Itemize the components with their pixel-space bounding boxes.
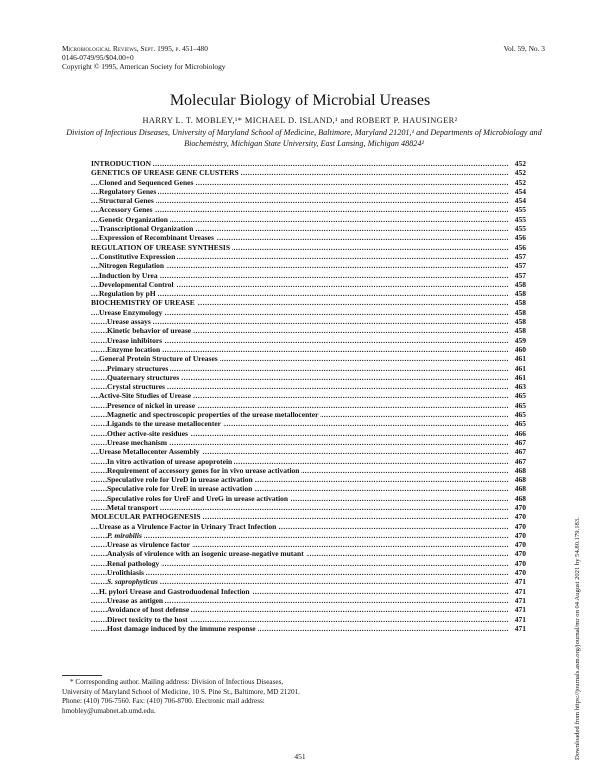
toc-entry-label: Urease assays xyxy=(107,317,151,327)
toc-entry xyxy=(91,596,526,605)
toc-entry-label: Ligands to the urease metallocenter xyxy=(107,419,222,429)
toc-entry xyxy=(91,243,526,252)
toc-entry-page: 452 xyxy=(514,159,526,168)
toc-entry xyxy=(91,466,526,475)
toc-entry-page: 471 xyxy=(514,623,526,633)
toc-entry-label: Magnetic and spectroscopic properties of the urease metallocenter xyxy=(107,410,319,420)
toc-entry xyxy=(91,410,526,419)
toc-entry xyxy=(91,484,526,493)
toc-entry-label: S. saprophyticus xyxy=(107,577,158,587)
toc-entry xyxy=(91,475,526,484)
toc-entry-page: 470 xyxy=(514,530,526,540)
toc-entry-page: 461 xyxy=(514,363,526,373)
toc-entry xyxy=(91,587,526,596)
toc-entry-label: Nitrogen Regulation xyxy=(99,261,165,271)
toc-entry-page: 458 xyxy=(514,279,526,289)
toc-entry-label: INTRODUCTION xyxy=(91,159,152,168)
footnote-divider xyxy=(62,675,102,676)
toc-entry-page: 465 xyxy=(514,400,526,410)
toc-entry-page: 461 xyxy=(514,354,526,364)
toc-entry-page: 470 xyxy=(514,512,526,522)
toc-entry-page: 470 xyxy=(514,549,526,559)
toc-entry-page: 468 xyxy=(514,465,526,475)
toc-entry-page: 471 xyxy=(514,595,526,605)
toc-entry-label: Cloned and Sequenced Genes xyxy=(99,177,194,187)
toc-entry-page: 465 xyxy=(514,410,526,420)
toc-entry-label: Quaternary structures xyxy=(107,372,180,382)
affiliations: Division of Infectious Diseases, University of Maryland School of Medicine, Baltimore, Maryland 21201,¹ and Departments of Microbiology and Biochemistry, Michigan State University, East Lansing, Michigan 48824² xyxy=(66,128,542,148)
toc-entry-page: 454 xyxy=(514,186,526,196)
toc-entry-label: Regulation by pH xyxy=(99,289,156,299)
toc-entry-label: General Protein Structure of Ureases xyxy=(99,354,218,364)
toc-entry xyxy=(91,577,526,586)
toc-entry-page: 457 xyxy=(514,261,526,271)
toc-entry-label: Genetic Organization xyxy=(99,214,168,224)
journal-citation: Microbiological Reviews, Sept. 1995, p. 451–480 xyxy=(62,44,208,53)
toc-entry-label: P. mirabilis xyxy=(107,530,142,540)
toc-entry xyxy=(91,540,526,549)
toc-entry xyxy=(91,531,526,540)
toc-entry-page: 465 xyxy=(514,419,526,429)
toc-entry-page: 460 xyxy=(514,344,526,354)
copyright: Copyright © 1995, American Society for Microbiology xyxy=(62,62,226,72)
toc-entry xyxy=(91,271,526,280)
toc-entry-page: 467 xyxy=(514,437,526,447)
toc-entry xyxy=(91,289,526,298)
toc-entry xyxy=(91,512,526,521)
toc-entry xyxy=(91,364,526,373)
toc-entry-label: Urease Enzymology xyxy=(99,307,163,317)
toc-entry-label: Urease inhibitors xyxy=(107,335,163,345)
toc-entry xyxy=(91,401,526,410)
toc-entry-page: 457 xyxy=(514,251,526,261)
toc-entry-page: 459 xyxy=(514,335,526,345)
toc-entry-label: BIOCHEMISTRY OF UREASE xyxy=(91,298,195,308)
toc-entry-label: Kinetic behavior of urease xyxy=(107,326,192,336)
toc-entry-label: In vitro activation of urease apoprotein xyxy=(107,456,233,466)
toc-entry xyxy=(91,298,526,307)
toc-entry xyxy=(91,345,526,354)
toc-entry-label: H. pylori Urease and Gastroduodenal Infection xyxy=(99,586,250,596)
toc-entry xyxy=(91,308,526,317)
toc-entry-page: 457 xyxy=(514,270,526,280)
author-list: HARRY L. T. MOBLEY,¹* MICHAEL D. ISLAND,¹ and ROBERT P. HAUSINGER² xyxy=(142,116,458,125)
toc-entry-label: Other active-site residues xyxy=(107,428,188,438)
toc-entry-page: 458 xyxy=(514,307,526,317)
toc-entry-label: Crystal structures xyxy=(107,382,165,392)
toc-entry-page: 452 xyxy=(514,168,526,178)
toc-entry-page: 452 xyxy=(514,177,526,187)
toc-entry-page: 463 xyxy=(514,382,526,392)
toc-entry xyxy=(91,187,526,196)
toc-entry-page: 468 xyxy=(514,475,526,485)
toc-entry xyxy=(91,233,526,242)
toc-entry xyxy=(91,615,526,624)
toc-entry-page: 467 xyxy=(514,447,526,457)
toc-entry xyxy=(91,624,526,633)
toc-entry-page: 471 xyxy=(514,586,526,596)
toc-entry xyxy=(91,317,526,326)
toc-entry xyxy=(91,178,526,187)
page-number: 451 xyxy=(294,752,306,761)
toc-entry-label: Urolithiasis xyxy=(107,568,144,578)
toc-entry-label: Speculative role for UreD in urease activation xyxy=(107,475,253,485)
toc-entry-label: Induction by Urea xyxy=(99,270,158,280)
toc-entry xyxy=(91,336,526,345)
journal-header xyxy=(62,44,225,72)
corresponding-author-footnote: * Corresponding author. Mailing address: Division of Infectious Diseases, University of Maryland School of Medicine, 10 S. Pine St., Baltimore, MD 21201. Phone: (410) 706-7560. Fax: (410) 706-8700. Electronic mail address: hmobley@umabnet.ab.umd.edu. xyxy=(62,678,300,715)
toc-entry-page: 458 xyxy=(514,289,526,299)
article-title: Molecular Biology of Microbial Ureases xyxy=(169,92,431,109)
toc-entry-page: 471 xyxy=(514,605,526,615)
volume-issue: Vol. 59, No. 3 xyxy=(503,44,545,53)
toc-entry-page: 470 xyxy=(514,521,526,531)
toc-entry-page: 470 xyxy=(514,502,526,512)
toc-entry-label: Presence of nickel in urease xyxy=(107,400,196,410)
toc-entry-label: Speculative roles for UreF and UreG in urease activation xyxy=(107,493,289,503)
toc-entry-label: Urease as virulence factor xyxy=(107,540,190,550)
toc-entry-label: Enzyme location xyxy=(107,344,161,354)
toc-entry-label: Accessory Genes xyxy=(99,205,153,215)
toc-entry-label: Transcriptional Organization xyxy=(99,224,194,234)
toc-entry xyxy=(91,419,526,428)
toc-entry-label: Primary structures xyxy=(107,363,169,373)
toc-entry-page: 458 xyxy=(514,326,526,336)
toc-entry-label: Direct toxicity to the host xyxy=(107,614,188,624)
toc-entry xyxy=(91,549,526,558)
toc-entry xyxy=(91,559,526,568)
toc-entry-page: 456 xyxy=(514,233,526,243)
toc-entry-label: GENETICS OF UREASE GENE CLUSTERS xyxy=(91,168,239,178)
toc-entry xyxy=(91,196,526,205)
toc-entry-page: 455 xyxy=(514,205,526,215)
toc-entry-label: Urease as a Virulence Factor in Urinary Tract Infection xyxy=(99,521,277,531)
toc-entry-page: 467 xyxy=(514,456,526,466)
toc-entry-label: Avoidance of host defense xyxy=(107,605,190,615)
toc-entry-label: Constitutive Expression xyxy=(99,251,176,261)
toc-entry-page: 458 xyxy=(514,298,526,308)
toc-entry xyxy=(91,522,526,531)
toc-entry xyxy=(91,382,526,391)
toc-entry-label: Urease Metallocenter Assembly xyxy=(99,447,200,457)
toc-entry xyxy=(91,391,526,400)
toc-entry-label: Host damage induced by the immune response xyxy=(107,623,256,633)
toc-entry xyxy=(91,447,526,456)
toc-entry-page: 468 xyxy=(514,484,526,494)
toc-entry-label: Speculative role for UreE in urease activation xyxy=(107,484,253,494)
toc-entry-label: Metal transport xyxy=(107,502,159,512)
toc-entry-label: Regulatory Genes xyxy=(99,186,157,196)
toc-entry xyxy=(91,354,526,363)
toc-entry xyxy=(91,494,526,503)
toc-entry-label: Expression of Recombinant Ureases xyxy=(99,233,214,243)
download-watermark: Downloaded from https://journals.asm.org/journal/mr on 04 August 2021 by 54.80.179.183. xyxy=(574,517,581,760)
toc-entry-page: 471 xyxy=(514,614,526,624)
toc-entry xyxy=(91,457,526,466)
toc-entry-page: 455 xyxy=(514,214,526,224)
table-of-contents xyxy=(91,159,526,633)
toc-entry-page: 461 xyxy=(514,372,526,382)
toc-entry-page: 458 xyxy=(514,317,526,327)
toc-entry-label: Renal pathology xyxy=(107,558,160,568)
toc-entry-label: Urease mechanism xyxy=(107,437,168,447)
toc-entry-page: 470 xyxy=(514,558,526,568)
toc-entry-label: Structural Genes xyxy=(99,196,154,206)
toc-entry-label: MOLECULAR PATHOGENESIS xyxy=(91,512,201,522)
toc-entry-page: 471 xyxy=(514,577,526,587)
toc-entry xyxy=(91,168,526,177)
toc-entry-page: 466 xyxy=(514,428,526,438)
toc-entry-page: 470 xyxy=(514,568,526,578)
toc-entry-page: 465 xyxy=(514,391,526,401)
toc-entry xyxy=(91,280,526,289)
issn: 0146-0749/95/$04.00+0 xyxy=(62,53,134,63)
toc-entry-label: REGULATION OF UREASE SYNTHESIS xyxy=(91,242,230,252)
toc-entry-page: 456 xyxy=(514,242,526,252)
toc-entry xyxy=(91,326,526,335)
toc-entry xyxy=(91,605,526,614)
toc-entry-label: Urease as antigen xyxy=(107,595,164,605)
toc-entry-page: 454 xyxy=(514,196,526,206)
toc-entry xyxy=(91,261,526,270)
toc-entry-label: Developmental Control xyxy=(99,279,174,289)
toc-entry xyxy=(91,438,526,447)
toc-entry-page: 470 xyxy=(514,540,526,550)
toc-entry xyxy=(91,429,526,438)
toc-entry xyxy=(91,373,526,382)
toc-entry xyxy=(91,568,526,577)
toc-entry-page: 455 xyxy=(514,224,526,234)
toc-entry xyxy=(91,205,526,214)
toc-entry xyxy=(91,503,526,512)
toc-entry-label: Requirement of accessory genes for in vivo urease activation xyxy=(107,465,300,475)
toc-entry-label: Analysis of virulence with an isogenic urease-negative mutant xyxy=(107,549,304,559)
toc-entry-page: 468 xyxy=(514,493,526,503)
toc-entry xyxy=(91,224,526,233)
toc-entry xyxy=(91,215,526,224)
toc-entry xyxy=(91,159,526,168)
toc-entry-label: Active-Site Studies of Urease xyxy=(99,391,192,401)
toc-entry xyxy=(91,252,526,261)
